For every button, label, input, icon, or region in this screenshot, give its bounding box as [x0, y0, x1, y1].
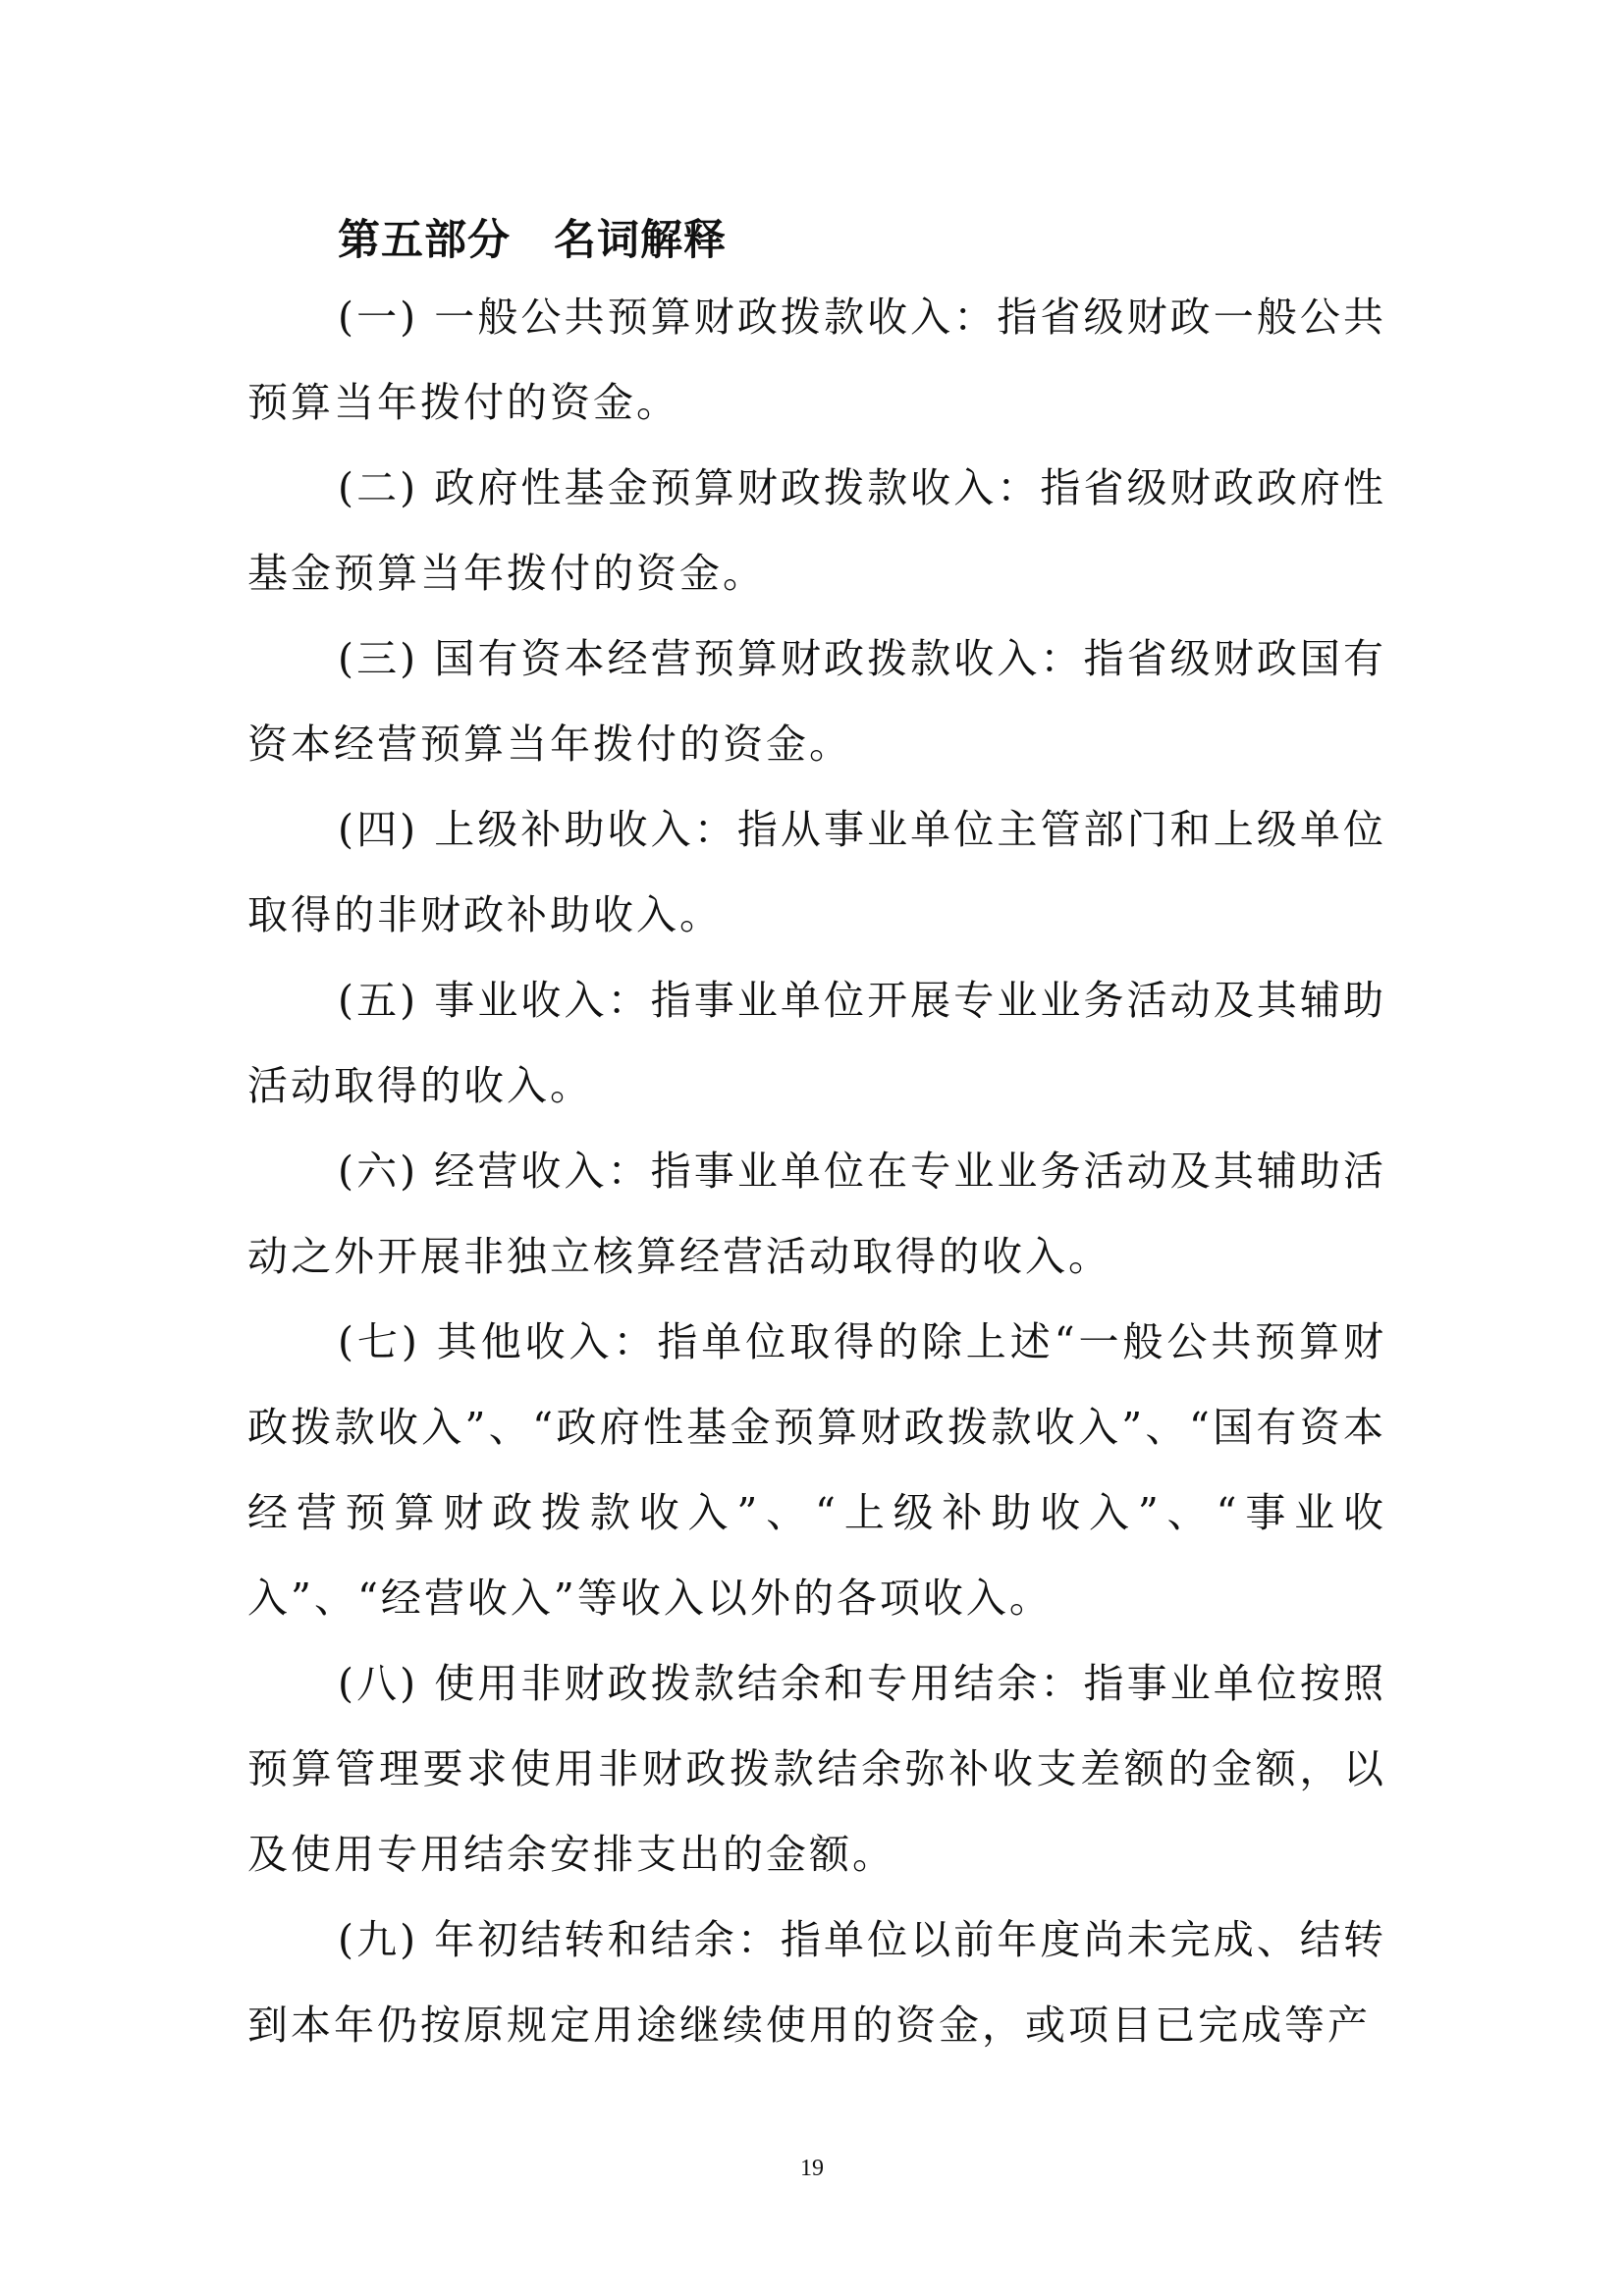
term-paragraph-3: (三) 国有资本经营预算财政拨款收入：指省级财政国有资本经营预算当年拨付的资金。	[247, 635, 1386, 768]
term-paragraph-8: (八) 使用非财政拨款结余和专用结余：指事业单位按照预算管理要求使用非财政拨款结余弥补收支差额的金额，以及使用专用结余安排支出的金额。	[247, 1660, 1386, 1878]
term-paragraph-6: (六) 经营收入：指事业单位在专业业务活动及其辅助活动之外开展非独立核算经营活动取得的收入。	[247, 1148, 1386, 1280]
section-title: 第五部分 名词解释	[338, 216, 727, 265]
term-paragraph-4: (四) 上级补助收入：指从事业单位主管部门和上级单位取得的非财政补助收入。	[247, 806, 1386, 938]
term-paragraph-2: (二) 政府性基金预算财政拨款收入：指省级财政政府性基金预算当年拨付的资金。	[247, 464, 1386, 597]
term-paragraph-7: (七) 其他收入：指单位取得的除上述“一般公共预算财政拨款收入”、“政府性基金预算财政拨款收入”、“国有资本经营预算财政拨款收入”、“上级补助收入”、“事业收入”、“经营收入”等收入以外的各项收入。	[247, 1318, 1386, 1622]
term-paragraph-9: (九) 年初结转和结余：指单位以前年度尚未完成、结转到本年仍按原规定用途继续使用的资金，或项目已完成等产	[247, 1916, 1386, 2049]
page-number: 19	[800, 2156, 824, 2181]
term-paragraph-5: (五) 事业收入：指事业单位开展专业业务活动及其辅助活动取得的收入。	[247, 977, 1386, 1109]
term-paragraph-1: (一) 一般公共预算财政拨款收入：指省级财政一般公共预算当年拨付的资金。	[247, 294, 1386, 426]
document-body	[247, 206, 1386, 2068]
